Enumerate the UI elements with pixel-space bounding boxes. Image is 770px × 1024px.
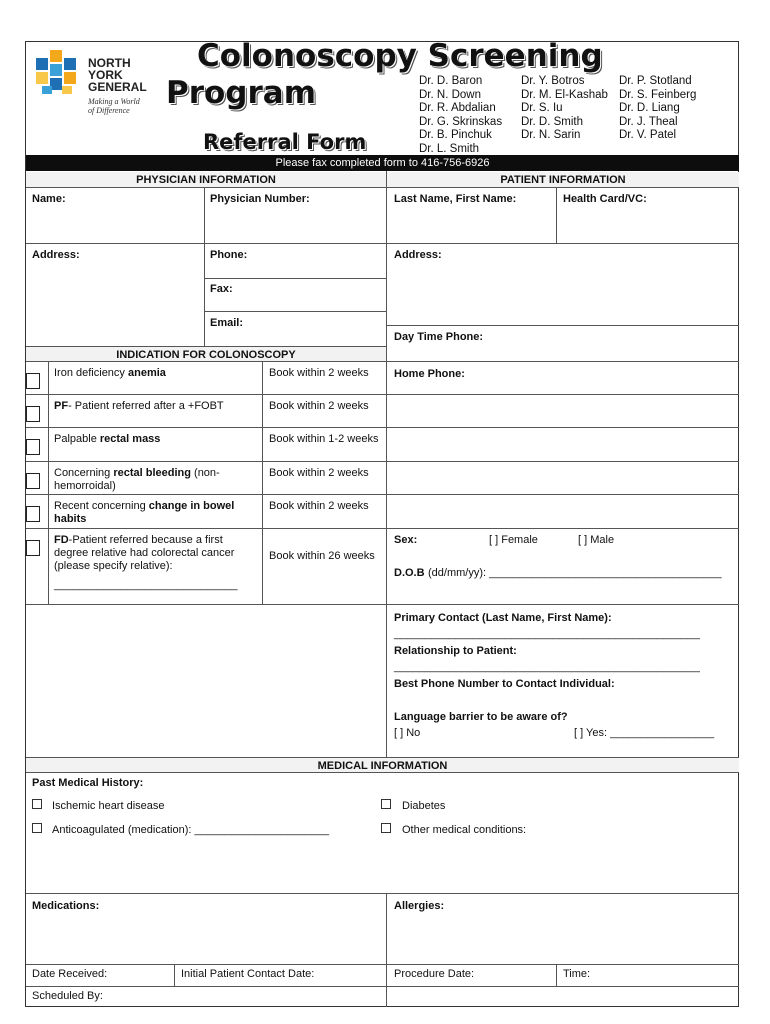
sex-male-option[interactable]: [ ] Male — [578, 534, 615, 546]
diabetes-checkbox[interactable] — [381, 799, 391, 809]
scheduled-by-field[interactable]: Scheduled By: — [32, 990, 103, 1002]
indication-text-bold: change in bowel habits — [54, 500, 235, 525]
doctor-name: Dr. M. El-Kashab — [521, 88, 608, 101]
relationship-line[interactable]: __________________________________________________ — [394, 661, 700, 673]
indication-description — [54, 367, 254, 380]
physician-number-field[interactable]: Physician Number: — [210, 193, 310, 205]
dob-field[interactable]: (dd/mm/yy): ______________________________________ — [428, 567, 722, 579]
other-conditions-checkbox[interactable] — [381, 823, 391, 833]
doctor-name: Dr. S. Iu — [521, 102, 563, 114]
booking-timeframe: Book within 2 weeks — [269, 367, 369, 379]
home-phone-field[interactable]: Home Phone: — [394, 368, 465, 380]
indication-checkbox[interactable] — [26, 439, 40, 455]
physician-info-heading: PHYSICIAN INFORMATION — [136, 174, 276, 186]
indication-text-bold: rectal mass — [99, 433, 161, 445]
indication-text-post: -Patient referred because a first degree relative had colorectal cancer (please specify relative): — [54, 534, 235, 572]
indication-checkbox[interactable] — [26, 406, 40, 422]
logo-text-north: NORTH — [88, 56, 131, 70]
doctor-list-col-2 — [521, 75, 608, 143]
doctor-name: Dr. R. Abdalian — [419, 102, 496, 114]
doctor-name: Dr. B. Pinchuk — [419, 129, 492, 141]
doctor-name: Dr. Y. Botros — [521, 75, 585, 87]
indication-text-bold: rectal bleeding — [113, 467, 191, 479]
title-line-2: Program — [166, 75, 317, 111]
time-field[interactable]: Time: — [563, 968, 591, 980]
date-received-field[interactable]: Date Received: — [32, 968, 108, 980]
form-subtitle: Referral Form — [203, 130, 367, 154]
doctor-name: Dr. D. Liang — [619, 102, 680, 114]
medical-info-heading: MEDICAL INFORMATION — [317, 760, 448, 772]
booking-timeframe: Book within 1-2 weeks — [269, 433, 379, 445]
indication-description — [54, 467, 254, 493]
past-history-label: Past Medical History: — [32, 777, 144, 789]
indication-text-pre: Recent concerning — [54, 500, 149, 512]
physician-address-field[interactable]: Address: — [32, 249, 80, 261]
indication-checkbox[interactable] — [26, 506, 40, 522]
logo-mark-icon — [36, 50, 82, 96]
doctor-name: Dr. S. Feinberg — [619, 88, 697, 101]
ischemic-label: Ischemic heart disease — [52, 800, 165, 812]
indication-text-pre: Palpable — [54, 433, 100, 445]
indication-heading: INDICATION FOR COLONOSCOPY — [116, 349, 296, 361]
doctor-name: Dr. L. Smith — [419, 142, 480, 155]
doctor-name: Dr. D. Smith — [521, 115, 583, 128]
doctor-name: Dr. N. Sarin — [521, 129, 581, 141]
logo-tagline-1: Making a World — [88, 97, 140, 106]
doctor-list-col-1 — [419, 75, 502, 155]
booking-timeframe: Book within 2 weeks — [269, 467, 369, 479]
patient-address-field[interactable]: Address: — [394, 249, 442, 261]
indication-text-bold: anemia — [127, 367, 166, 379]
dob-label: D.O.B — [394, 567, 425, 579]
allergies-field[interactable]: Allergies: — [394, 900, 445, 912]
initial-contact-field[interactable]: Initial Patient Contact Date: — [181, 968, 315, 980]
title-line-1: Colonoscopy Screening — [197, 38, 603, 74]
indication-checkbox[interactable] — [26, 540, 40, 556]
indication-checkbox[interactable] — [26, 373, 40, 389]
booking-timeframe: Book within 2 weeks — [269, 500, 369, 512]
indication-description — [54, 400, 254, 413]
primary-contact-line[interactable]: __________________________________________________ — [394, 628, 700, 640]
other-conditions-label[interactable]: Other medical conditions: — [402, 824, 527, 836]
indication-text-post: - Patient referred after a +FOBT — [68, 400, 224, 412]
anticoagulated-label[interactable]: Anticoagulated (medication): ______________________ — [52, 824, 330, 836]
procedure-date-field[interactable]: Procedure Date: — [394, 968, 475, 980]
doctor-name: Dr. J. Theal — [619, 115, 678, 128]
language-no-option[interactable]: [ ] No — [394, 727, 421, 739]
patient-info-heading: PATIENT INFORMATION — [500, 174, 626, 186]
relationship-label: Relationship to Patient: — [394, 645, 517, 657]
indication-text-bold: FD — [54, 534, 69, 546]
doctor-name: Dr. G. Skrinskas — [419, 115, 503, 128]
medications-field[interactable]: Medications: — [32, 900, 100, 912]
doctor-name: Dr. N. Down — [419, 88, 481, 101]
fax-banner: Please fax completed form to 416-756-6926 — [26, 155, 739, 171]
primary-contact-label: Primary Contact (Last Name, First Name): — [394, 612, 612, 624]
day-phone-field[interactable]: Day Time Phone: — [394, 331, 484, 343]
patient-name-field[interactable]: Last Name, First Name: — [394, 193, 517, 205]
logo-text-york: YORK — [88, 68, 123, 82]
indication-text-post: (non-hemorroidal) — [54, 467, 220, 492]
anticoagulated-checkbox[interactable] — [32, 823, 42, 833]
sex-female-option[interactable]: [ ] Female — [489, 534, 538, 546]
relative-specify-line[interactable]: ______________________________ — [54, 579, 238, 591]
diabetes-label: Diabetes — [402, 800, 446, 812]
indication-description — [54, 534, 254, 573]
doctor-name: Dr. V. Patel — [619, 129, 677, 141]
sex-label: Sex: — [394, 534, 418, 546]
indication-description — [54, 433, 254, 446]
doctor-name: Dr. D. Baron — [419, 75, 483, 87]
indication-text-bold: PF — [54, 400, 69, 412]
physician-phone-field[interactable]: Phone: — [210, 249, 248, 261]
indication-text-pre: Iron deficiency — [54, 367, 128, 379]
health-card-field[interactable]: Health Card/VC: — [563, 193, 647, 205]
language-yes-option[interactable]: [ ] Yes: _________________ — [574, 727, 715, 739]
doctor-name: Dr. P. Stotland — [619, 75, 692, 87]
logo-tagline-2: of Difference — [88, 106, 130, 115]
booking-timeframe: Book within 26 weeks — [269, 550, 375, 562]
language-barrier-label: Language barrier to be aware of? — [394, 711, 568, 723]
indication-description — [54, 500, 254, 526]
physician-fax-field[interactable]: Fax: — [210, 283, 233, 295]
doctor-list-col-3 — [619, 75, 696, 143]
booking-timeframe: Book within 2 weeks — [269, 400, 369, 412]
best-phone-label[interactable]: Best Phone Number to Contact Individual: — [394, 678, 615, 690]
hospital-logo — [36, 50, 156, 120]
indication-checkbox[interactable] — [26, 473, 40, 489]
physician-email-field[interactable]: Email: — [210, 317, 244, 329]
logo-text-general: GENERAL — [88, 80, 147, 94]
ischemic-checkbox[interactable] — [32, 799, 42, 809]
physician-name-field[interactable]: Name: — [32, 193, 66, 205]
indication-text-pre: Concerning — [54, 467, 114, 479]
